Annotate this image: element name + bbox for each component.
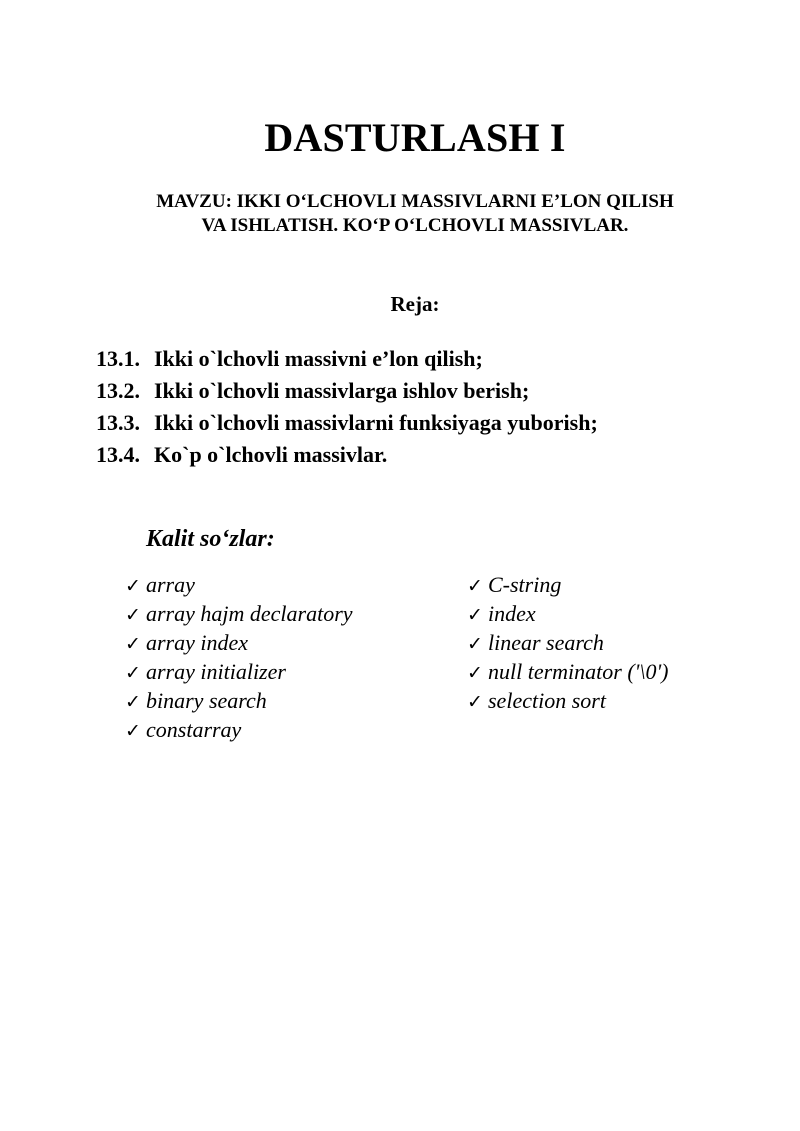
plan-item: [96, 407, 598, 439]
plan-item-text: Ikki o`lchovli massivni e’lon qilish;: [154, 346, 483, 371]
plan-item-number: 13.3.: [96, 410, 140, 435]
keyword-item: [467, 571, 669, 600]
check-icon: ✓: [125, 720, 141, 742]
topic: [60, 190, 770, 238]
keywords-heading: Kalit so‘zlar:: [146, 526, 275, 552]
keyword-item: [125, 600, 353, 629]
check-icon: ✓: [125, 633, 141, 655]
keyword-text: array index: [146, 630, 249, 655]
keyword-item: [467, 658, 669, 687]
keywords-right-column: [467, 571, 669, 716]
check-icon: ✓: [467, 691, 483, 713]
plan-item-text: Ko`p o`lchovli massivlar.: [154, 442, 388, 467]
keyword-text: index: [488, 601, 536, 626]
plan-item: [96, 375, 598, 407]
check-icon: ✓: [125, 575, 141, 597]
keyword-item: [125, 571, 353, 600]
keyword-text: array: [146, 572, 195, 597]
keyword-text: selection sort: [488, 688, 606, 713]
page-title: DASTURLASH I: [264, 115, 566, 160]
plan-item-text: Ikki o`lchovli massivlarga ishlov berish;: [154, 378, 530, 403]
plan-item-number: 13.1.: [96, 346, 140, 371]
keyword-text: constarray: [146, 717, 242, 742]
plan-item-number: 13.4.: [96, 442, 140, 467]
keyword-text: array initializer: [146, 659, 286, 684]
topic-line-2: VA ISHLATISH. KO‘P O‘LCHOVLI MASSIVLAR.: [201, 215, 629, 236]
keywords-left-column: [125, 571, 353, 745]
keyword-text: array hajm declaratory: [146, 601, 353, 626]
plan-list: [96, 343, 598, 471]
check-icon: ✓: [125, 604, 141, 626]
plan-item: [96, 439, 598, 471]
check-icon: ✓: [467, 633, 483, 655]
check-icon: ✓: [467, 575, 483, 597]
check-icon: ✓: [467, 604, 483, 626]
keyword-item: [125, 716, 353, 745]
topic-line-1: MAVZU: IKKI O‘LCHOVLI MASSIVLARNI E’LON QILISH: [156, 191, 674, 212]
plan-heading: Reja:: [390, 292, 440, 316]
keyword-text: binary search: [146, 688, 267, 713]
keyword-item: [467, 687, 669, 716]
keyword-text: null terminator ('\0'): [488, 659, 669, 684]
plan-item-text: Ikki o`lchovli massivlarni funksiyaga yuborish;: [154, 410, 598, 435]
keyword-item: [125, 658, 353, 687]
plan-item: [96, 343, 598, 375]
check-icon: ✓: [125, 691, 141, 713]
keyword-item: [125, 629, 353, 658]
keyword-item: [125, 687, 353, 716]
check-icon: ✓: [467, 662, 483, 684]
plan-item-number: 13.2.: [96, 378, 140, 403]
keyword-text: C-string: [488, 572, 562, 597]
keyword-item: [467, 600, 669, 629]
keyword-item: [467, 629, 669, 658]
check-icon: ✓: [125, 662, 141, 684]
keyword-text: linear search: [488, 630, 604, 655]
